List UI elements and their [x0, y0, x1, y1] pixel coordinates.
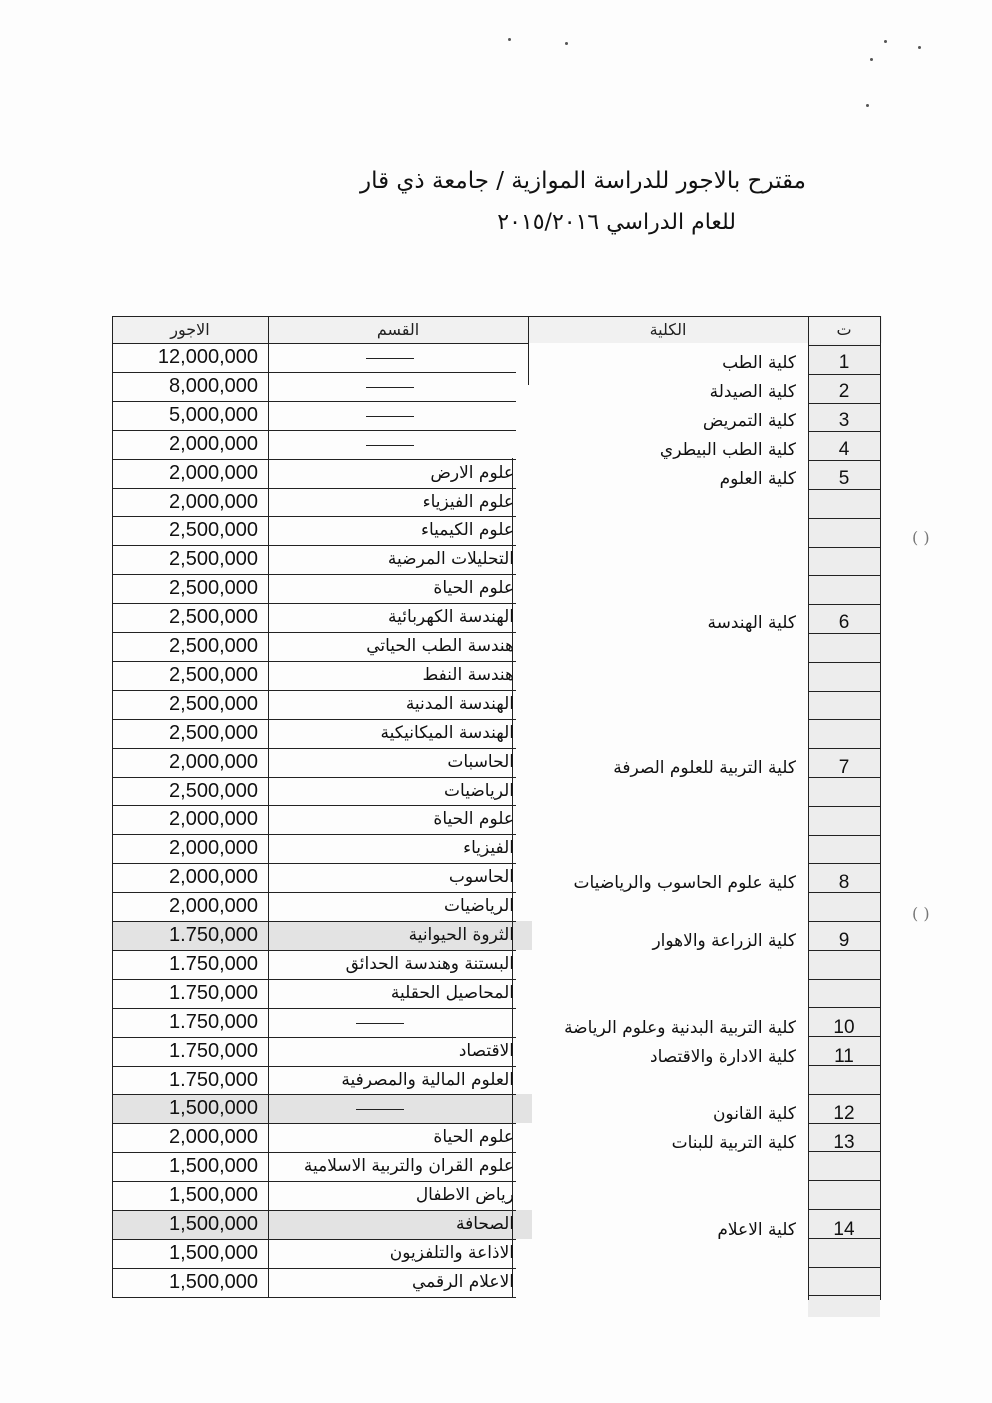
fee-cell: 1.750,000	[169, 1010, 258, 1033]
college-name: كلية الزراعة والاهوار	[652, 931, 796, 951]
number-row-line	[808, 979, 880, 980]
number-row-line	[808, 604, 880, 605]
number-row-line	[808, 719, 880, 720]
header-top-line	[112, 316, 880, 317]
number-row-line	[808, 1295, 880, 1296]
department-cell: علوم الارض	[430, 462, 514, 483]
number-row-line	[808, 547, 880, 548]
college-number: 8	[838, 872, 850, 894]
row-line	[112, 1297, 516, 1298]
fee-cell: 2,500,000	[169, 606, 258, 629]
department-cell: الصحافة	[455, 1214, 514, 1234]
fee-cell: 1,500,000	[169, 1213, 258, 1235]
college-number: 2	[838, 380, 850, 402]
number-row-line	[808, 662, 880, 663]
fee-cell: 1,500,000	[169, 1270, 258, 1293]
department-cell: الثروة الحيوانية	[408, 925, 514, 945]
fee-cell: 2,000,000	[169, 866, 258, 889]
fee-cell: 1.750,000	[169, 1039, 258, 1062]
college-number: 4	[838, 438, 850, 460]
college-name: كلية الهندسة	[707, 613, 796, 634]
fee-cell: 2,500,000	[169, 519, 258, 542]
header-department: القسم	[376, 320, 420, 339]
empty-department-dash	[366, 416, 414, 417]
document-subtitle: للعام الدراسي ٢٠١٥/٢٠١٦	[497, 210, 736, 235]
number-row-line	[808, 1267, 880, 1268]
department-cell: الفيزياء	[463, 838, 514, 859]
department-cell: رياض الاطفال	[415, 1185, 514, 1206]
number-row-line	[808, 1094, 880, 1095]
department-cell: علوم الحياة	[433, 578, 514, 599]
college-number: 7	[838, 756, 850, 778]
fee-cell: 1,500,000	[169, 1155, 258, 1178]
fee-cell: 1,500,000	[169, 1241, 258, 1264]
fee-cell: 1.750,000	[169, 981, 258, 1004]
department-cell: البستنة وهندسة الحدائق	[345, 953, 514, 974]
scan-mark: ( )	[912, 528, 930, 547]
number-row-line	[808, 863, 880, 864]
college-name: كلية العلوم	[719, 468, 796, 489]
college-name: كلية الاعلام	[717, 1220, 796, 1240]
number-row-line	[808, 921, 880, 922]
college-number: 1	[838, 352, 850, 373]
number-row-line	[808, 1007, 880, 1008]
number-row-line	[808, 806, 880, 807]
college-number: 13	[833, 1132, 855, 1154]
college-name: كلية التربية للعلوم الصرفة	[613, 757, 796, 778]
department-cell: الاذاعة والتلفزيون	[389, 1242, 514, 1263]
fee-cell: 12,000,000	[157, 346, 258, 368]
number-row-line	[808, 835, 880, 836]
department-cell: علوم الكيمياء	[420, 520, 514, 541]
number-row-line	[808, 1209, 880, 1210]
fee-cell: 2,000,000	[169, 1126, 258, 1149]
scan-mark: ( )	[912, 904, 930, 923]
department-cell: المحاصيل الحقلية	[390, 982, 514, 1003]
department-cell: العلوم المالية والمصرفية	[341, 1069, 514, 1090]
fee-cell: 2,000,000	[169, 461, 258, 484]
number-row-line	[808, 691, 880, 692]
fee-cell: 2,500,000	[169, 663, 258, 686]
fee-cell: 2,500,000	[169, 692, 258, 715]
department-cell: علوم الحياة	[433, 809, 514, 830]
number-row-line	[808, 575, 880, 576]
department-cell: الحاسوب	[448, 867, 514, 888]
column-line	[880, 316, 881, 1300]
department-cell: علوم الفيزياء	[422, 491, 514, 512]
empty-department-dash	[366, 445, 414, 446]
college-number: 10	[833, 1016, 855, 1038]
document-title: مقترح بالاجور للدراسة الموازية / جامعة ذي قار	[359, 168, 806, 194]
number-row-line	[808, 345, 880, 346]
college-number: 5	[838, 467, 850, 489]
fee-cell: 2,500,000	[169, 779, 258, 802]
department-cell: الهندسة المدنية	[405, 693, 514, 714]
department-cell: الهندسة الكهربائية	[388, 607, 514, 628]
fee-cell: 2,000,000	[169, 837, 258, 860]
department-cell: الرياضيات	[444, 780, 514, 801]
fee-cell: 1,500,000	[169, 1097, 258, 1120]
department-cell: الحاسبات	[447, 751, 514, 772]
fee-cell: 2,500,000	[169, 635, 258, 657]
header-number: ت	[836, 320, 852, 339]
college-name: كلية الطب البيطري	[659, 439, 796, 460]
department-cell: الهندسة الميكانيكية	[380, 722, 514, 743]
fee-cell: 2,000,000	[169, 808, 258, 831]
college-name: كلية الادارة والاقتصاد	[650, 1046, 796, 1067]
fee-cell: 2,500,000	[169, 548, 258, 571]
fee-cell: 2,000,000	[169, 895, 258, 918]
fee-cell: 8,000,000	[169, 374, 258, 397]
college-number: 9	[838, 930, 850, 951]
college-name: كلية الصيدلة	[709, 381, 796, 402]
fee-cell: 5,000,000	[169, 403, 258, 426]
college-name: كلية التربية البدنية وعلوم الرياضة	[564, 1017, 796, 1038]
fee-cell: 1,500,000	[169, 1184, 258, 1207]
fee-cell: 1.750,000	[169, 924, 258, 946]
fee-cell: 2,000,000	[169, 490, 258, 513]
college-name: كلية علوم الحاسوب والرياضيات	[573, 873, 796, 894]
empty-department-dash	[366, 358, 414, 359]
column-line	[808, 316, 809, 1300]
department-cell: هندسة الطب الحياتي	[366, 636, 514, 656]
department-cell: علوم القران والتربية الاسلامية	[303, 1156, 514, 1177]
department-cell: هندسة النفط	[422, 664, 514, 685]
college-name: كلية الطب	[722, 353, 796, 373]
department-cell: الاقتصاد	[458, 1040, 514, 1061]
fee-cell: 2,500,000	[169, 577, 258, 600]
college-number: 3	[838, 409, 850, 431]
fee-cell: 2,000,000	[169, 750, 258, 773]
fee-cell: 1.750,000	[169, 952, 258, 975]
department-cell: الاعلام الرقمي	[411, 1271, 514, 1292]
college-number: 14	[833, 1219, 855, 1240]
empty-department-dash	[356, 1109, 404, 1110]
header-fee: الاجور	[170, 320, 210, 339]
college-number: 11	[834, 1045, 854, 1067]
number-row-line	[808, 518, 880, 519]
college-number: 6	[838, 612, 850, 634]
college-name: كلية التربية للبنات	[671, 1133, 796, 1154]
header-college: الكلية	[649, 320, 687, 339]
fee-cell: 2,500,000	[169, 721, 258, 744]
department-cell: التحليلات المرضية	[387, 549, 514, 570]
department-cell: علوم الحياة	[433, 1127, 514, 1148]
department-cell: الرياضيات	[444, 896, 514, 917]
number-row-line	[808, 748, 880, 749]
college-name: كلية القانون	[712, 1104, 796, 1125]
college-name: كلية التمريض	[702, 410, 796, 431]
empty-department-dash	[356, 1023, 404, 1024]
fee-cell: 2,000,000	[169, 432, 258, 455]
number-row-line	[808, 1180, 880, 1181]
college-number: 12	[833, 1103, 855, 1125]
empty-department-dash	[366, 387, 414, 388]
fee-cell: 1.750,000	[169, 1068, 258, 1091]
